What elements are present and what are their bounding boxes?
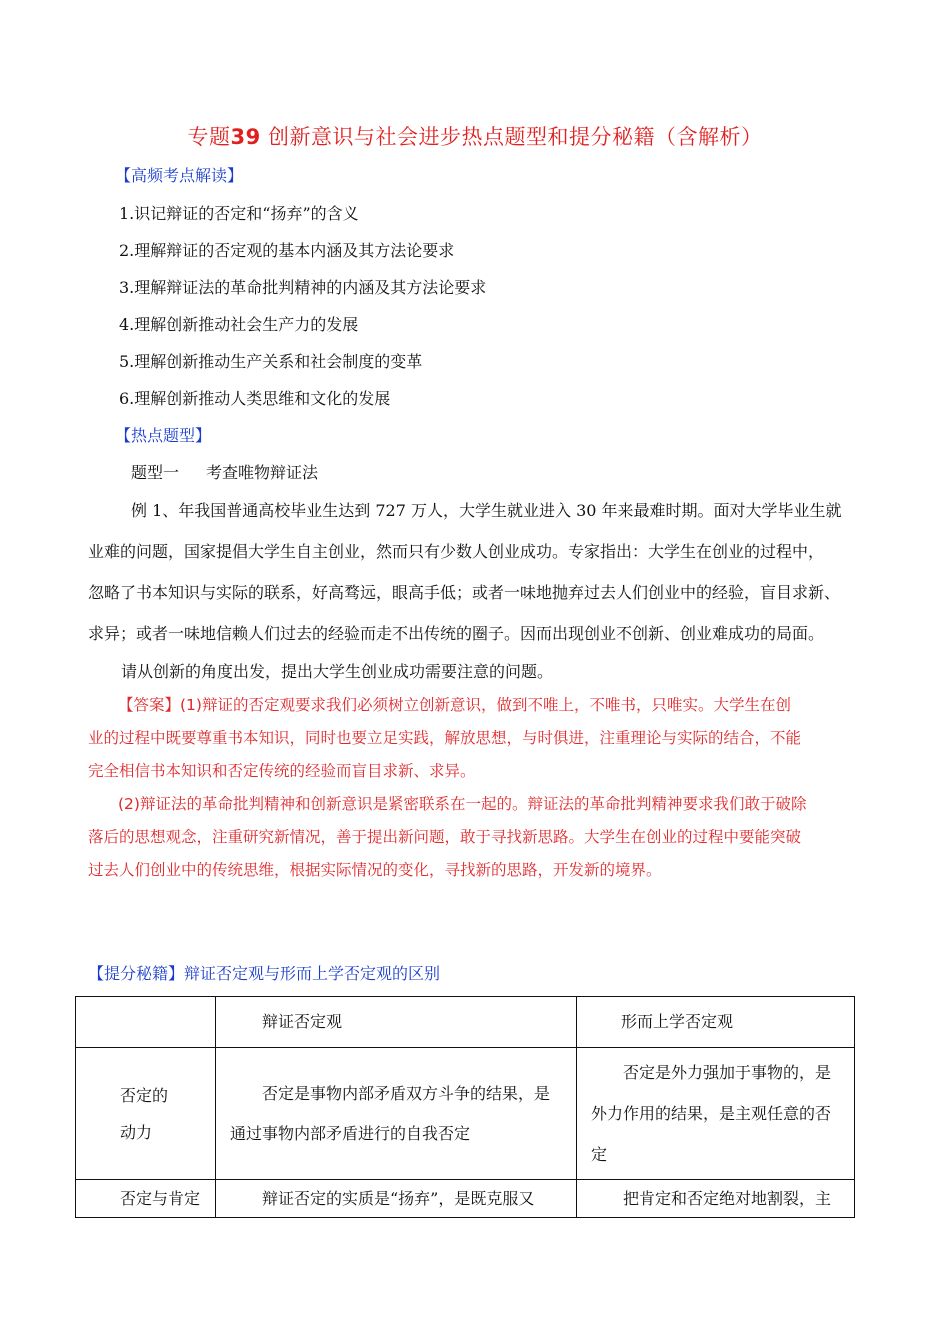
table-header-cell: 形而上学否定观 (577, 997, 855, 1048)
table-cell: 辩证否定的实质是“扬弃”，是既克服又 (216, 1180, 577, 1218)
title-rest: 创新意识与社会进步热点题型和提分秘籍（含解析） (267, 125, 763, 149)
cell-line: 否定是事物内部矛盾双方斗争的结果，是 (262, 1083, 551, 1103)
title-prefix: 专题 (187, 125, 231, 149)
question-type-label: 题型一 (131, 463, 180, 482)
cell-line: 定 (591, 1145, 608, 1164)
question-type-topic: 考查唯物辩证法 (206, 463, 319, 482)
table-header-cell: 辩证否定观 (216, 997, 577, 1048)
point-item: 3.理解辩证法的革命批判精神的内涵及其方法论要求 (119, 278, 487, 297)
cell-line: 通过事物内部矛盾进行的自我否定 (230, 1123, 471, 1143)
section-hot-types: 【热点题型】 (115, 426, 212, 445)
example-line: 业难的问题，国家提倡大学生自主创业，然而只有少数人创业成功。专家指出：大学生在创业的过程中， (88, 542, 825, 561)
tips-title: 辩证否定观与形而上学否定观的区别 (184, 964, 441, 983)
point-item: 5.理解创新推动生产关系和社会制度的变革 (119, 352, 423, 371)
table-cell: 把肯定和否定绝对地割裂，主 (577, 1180, 855, 1218)
question-text: 请从创新的角度出发，提出大学生创业成功需要注意的问题。 (121, 662, 554, 681)
answer-line: 过去人们创业中的传统思维，根据实际情况的变化，寻找新的思路，开发新的境界。 (88, 861, 662, 879)
answer-line: 业的过程中既要尊重书本知识，同时也要立足实践，解放思想，与时俱进，注重理论与实际的结合，不能 (88, 729, 802, 747)
page-title (0, 121, 950, 151)
table-cell (577, 1048, 855, 1180)
table-row (76, 1048, 855, 1180)
answer-line: (2)辩证法的革命批判精神和创新意识是紧密联系在一起的。辩证法的革命批判精神要求我们敢于破除 (118, 795, 807, 813)
table-row-label (76, 1048, 216, 1180)
table-header-row (76, 997, 855, 1048)
tips-heading (88, 961, 440, 984)
answer-line: 【答案】(1)辩证的否定观要求我们必须树立创新意识，做到不唯上，不唯书，只唯实。大学生在创 (118, 696, 791, 714)
table-header-cell (76, 997, 216, 1048)
example-line: 例 1、年我国普通高校毕业生达到 727 万人，大学生就业进入 30 年来最难时期。面对大学毕业生就 (131, 501, 842, 520)
point-item: 4.理解创新推动社会生产力的发展 (119, 315, 359, 334)
row-label-line: 否定的 (120, 1085, 169, 1105)
title-number: 39 (230, 125, 261, 149)
table-row (76, 1180, 855, 1218)
tips-tag: 【提分秘籍】 (88, 964, 185, 983)
row-label-line: 动力 (120, 1122, 153, 1142)
example-line: 求异；或者一味地信赖人们过去的经验而走不出传统的圈子。因而出现创业不创新、创业难成功的局面。 (88, 624, 825, 643)
table-row-label: 否定与肯定 (76, 1180, 216, 1218)
point-item: 1.识记辩证的否定和“扬弃”的含义 (119, 204, 359, 223)
cell-line: 外力作用的结果，是主观任意的否 (591, 1104, 832, 1123)
table-cell (216, 1048, 577, 1180)
section-exam-points: 【高频考点解读】 (115, 166, 244, 185)
comparison-table (75, 996, 855, 1218)
example-line: 忽略了书本知识与实际的联系，好高骛远，眼高手低；或者一味地抛弃过去人们创业中的经验，盲目求新、 (88, 583, 841, 602)
answer-line: 落后的思想观念，注重研究新情况，善于提出新问题，敢于寻找新思路。大学生在创业的过程中要能突破 (88, 828, 802, 846)
answer-line: 完全相信书本知识和否定传统的经验而盲目求新、求异。 (88, 762, 476, 780)
point-item: 2.理解辩证的否定观的基本内涵及其方法论要求 (119, 241, 455, 260)
point-item: 6.理解创新推动人类思维和文化的发展 (119, 389, 391, 408)
cell-line: 否定是外力强加于事物的，是 (623, 1063, 832, 1082)
